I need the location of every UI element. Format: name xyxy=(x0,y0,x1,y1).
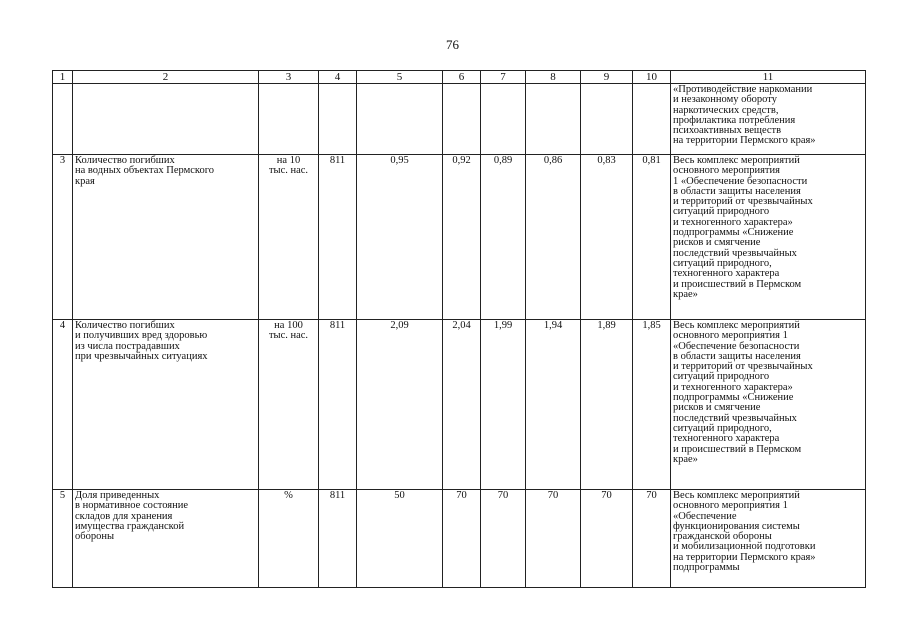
program-line: последствий чрезвычайных xyxy=(673,247,797,259)
value-cell: 1,94 xyxy=(526,320,581,490)
program-line: Весь комплекс мероприятий xyxy=(673,155,800,166)
column-header: 11 xyxy=(671,71,866,84)
unit-cell xyxy=(259,320,319,490)
column-header: 3 xyxy=(259,71,319,84)
program-line: психоактивных веществ xyxy=(673,125,782,137)
program-line: техногенного характера xyxy=(673,433,780,445)
column-header: 2 xyxy=(73,71,259,84)
program-line: в области защиты населения xyxy=(673,185,801,197)
value-cell: 70 xyxy=(526,490,581,588)
program-line: ситуаций природного, xyxy=(673,257,772,269)
continuation-row xyxy=(53,84,866,155)
program-line: и происшествий в Пермском xyxy=(673,443,802,455)
program-line: рисков и смягчение xyxy=(673,237,761,249)
indicator-name-line: на водных объектах Пермского xyxy=(75,165,215,177)
indicator-name-line: в нормативное состояние xyxy=(75,500,189,512)
value-cell: 2,04 xyxy=(443,320,481,490)
value-cell: 0,81 xyxy=(633,155,671,320)
column-header: 8 xyxy=(526,71,581,84)
program-cell xyxy=(671,84,866,155)
row-number: 3 xyxy=(53,155,73,320)
program-line: «Противодействие наркомании xyxy=(673,84,813,95)
indicator-name xyxy=(73,155,259,320)
program-line: на территории Пермского края» xyxy=(673,551,816,563)
program-line: крае» xyxy=(673,453,698,465)
indicator-name xyxy=(73,320,259,490)
column-header: 1 xyxy=(53,71,73,84)
value-cell: 0,86 xyxy=(526,155,581,320)
code-cell: 811 xyxy=(319,155,357,320)
program-line: основного мероприятия 1 xyxy=(673,330,788,342)
row-number: 5 xyxy=(53,490,73,588)
program-line: рисков и смягчение xyxy=(673,402,761,414)
indicator-name-line: и получивших вред здоровью xyxy=(75,330,208,342)
row-number: 4 xyxy=(53,320,73,490)
page-number: 76 xyxy=(446,37,459,52)
program-line: и незаконному обороту xyxy=(673,94,777,106)
program-line: гражданской обороны xyxy=(673,531,772,543)
program-line: последствий чрезвычайных xyxy=(673,412,797,424)
column-header: 6 xyxy=(443,71,481,84)
program-line: «Обеспечение безопасности xyxy=(673,340,800,352)
program-line: и территорий от чрезвычайных xyxy=(673,361,813,373)
value-cell: 2,09 xyxy=(357,320,443,490)
program-line: основного мероприятия 1 xyxy=(673,500,788,512)
program-line: 1 «Обеспечение безопасности xyxy=(673,175,808,187)
code-cell: 811 xyxy=(319,490,357,588)
unit-line: тыс. нас. xyxy=(268,330,309,342)
column-header: 4 xyxy=(319,71,357,84)
column-header: 9 xyxy=(581,71,633,84)
value-cell: 0,92 xyxy=(443,155,481,320)
program-cell xyxy=(671,320,866,490)
program-line: профилактика потребления xyxy=(673,114,796,126)
column-header: 10 xyxy=(633,71,671,84)
indicator-name-line: имущества гражданской xyxy=(75,520,185,532)
program-cell xyxy=(671,490,866,588)
program-line: «Обеспечение xyxy=(673,510,737,522)
value-cell: 70 xyxy=(481,490,526,588)
value-cell: 1,89 xyxy=(581,320,633,490)
program-line: крае» xyxy=(673,288,698,300)
program-line: техногенного характера xyxy=(673,268,780,280)
value-cell: 70 xyxy=(633,490,671,588)
unit-line: % xyxy=(284,490,293,501)
value-cell: 0,95 xyxy=(357,155,443,320)
program-line: подпрограммы «Снижение xyxy=(673,392,794,404)
value-cell: 0,89 xyxy=(481,155,526,320)
value-cell: 50 xyxy=(357,490,443,588)
indicator-name xyxy=(73,490,259,588)
program-line: и мобилизационной подготовки xyxy=(673,541,816,553)
program-line: и происшествий в Пермском xyxy=(673,278,802,290)
indicator-name-line: обороны xyxy=(75,531,115,543)
program-line: в области защиты населения xyxy=(673,350,801,362)
program-line: подпрограммы xyxy=(673,562,740,574)
program-line: Весь комплекс мероприятий xyxy=(673,320,800,331)
indicator-name-line: Доля приведенных xyxy=(75,490,160,501)
unit-cell xyxy=(259,490,319,588)
program-line: ситуаций природного, xyxy=(673,422,772,434)
program-line: наркотических средств, xyxy=(673,104,779,116)
value-cell: 1,85 xyxy=(633,320,671,490)
program-line: функционирования системы xyxy=(673,520,800,532)
table-row xyxy=(53,490,866,588)
program-line: ситуаций природного xyxy=(673,371,770,383)
program-line: ситуаций природного xyxy=(673,206,770,218)
table-row xyxy=(53,320,866,490)
program-line: и территорий от чрезвычайных xyxy=(673,196,813,208)
indicator-name-line: Количество погибших xyxy=(75,155,175,166)
program-cell xyxy=(671,155,866,320)
program-line: и техногенного характера» xyxy=(673,216,793,228)
value-cell: 0,83 xyxy=(581,155,633,320)
indicator-name-line: при чрезвычайных ситуациях xyxy=(75,350,208,362)
column-number-header-row xyxy=(53,71,866,84)
value-cell: 1,99 xyxy=(481,320,526,490)
value-cell: 70 xyxy=(443,490,481,588)
unit-line: на 100 xyxy=(274,320,303,331)
program-line: подпрограммы «Снижение xyxy=(673,227,794,239)
value-cell: 70 xyxy=(581,490,633,588)
program-line: Весь комплекс мероприятий xyxy=(673,490,800,501)
table-row xyxy=(53,155,866,320)
program-line: и техногенного характера» xyxy=(673,381,793,393)
unit-line: тыс. нас. xyxy=(268,165,309,177)
indicator-name-line: складов для хранения xyxy=(75,510,173,522)
code-cell: 811 xyxy=(319,320,357,490)
unit-cell xyxy=(259,155,319,320)
indicator-name-line: Количество погибших xyxy=(75,320,175,331)
program-line: на территории Пермского края» xyxy=(673,135,816,147)
column-header: 7 xyxy=(481,71,526,84)
unit-line: на 10 xyxy=(276,155,301,166)
program-line: основного мероприятия xyxy=(673,165,780,177)
indicators-table xyxy=(52,70,866,588)
indicator-name-line: края xyxy=(75,175,95,187)
indicator-name-line: из числа пострадавших xyxy=(75,340,180,352)
column-header: 5 xyxy=(357,71,443,84)
